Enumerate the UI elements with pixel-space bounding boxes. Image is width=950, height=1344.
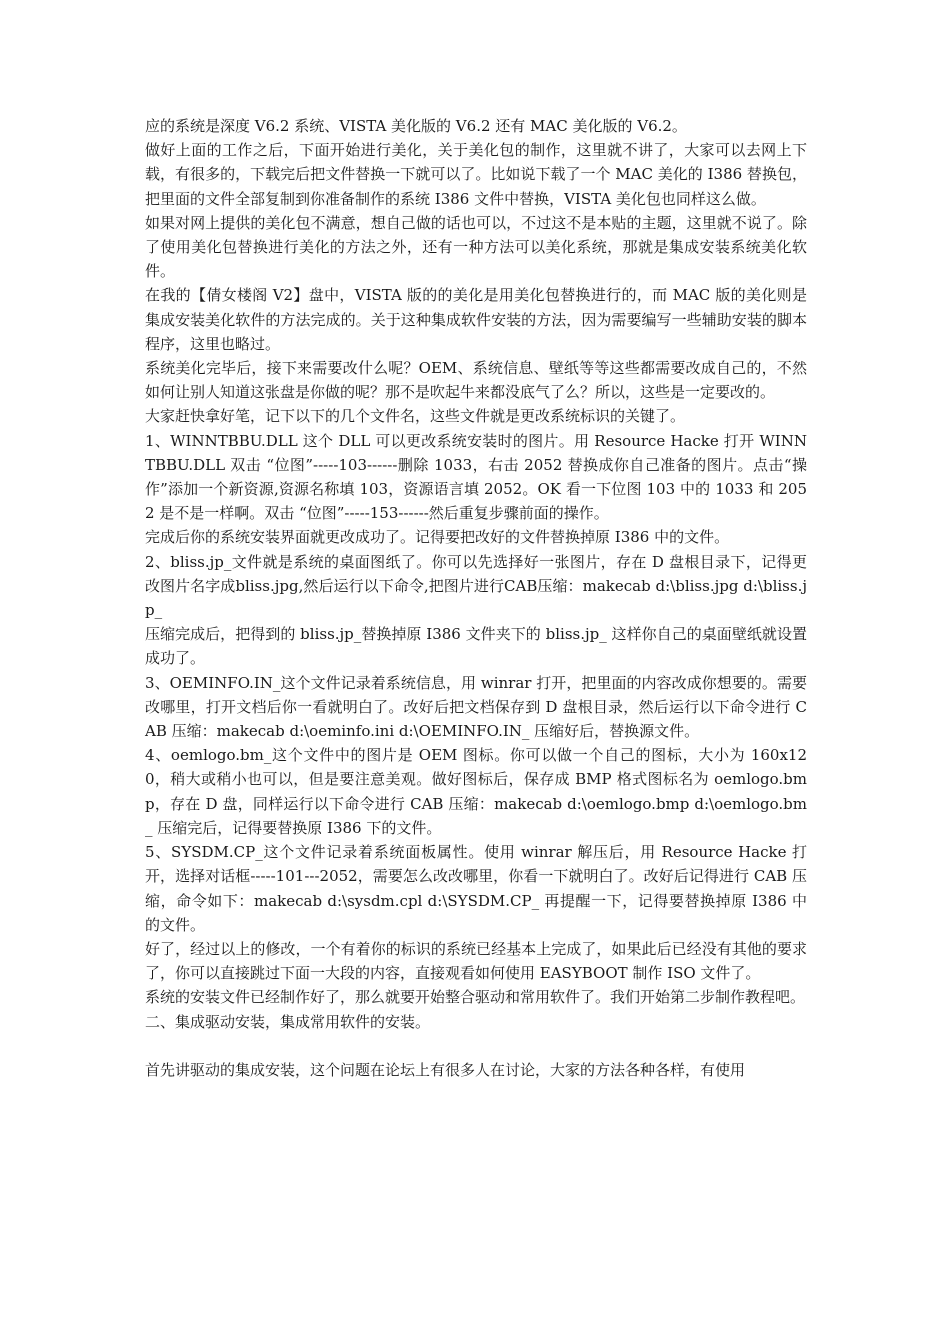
paragraph: 首先讲驱动的集成安装，这个问题在论坛上有很多人在讨论，大家的方法各种各样，有使用 — [145, 1060, 746, 1079]
paragraph: 好了，经过以上的修改，一个有着你的标识的系统已经基本上完成了，如果此后已经没有其他的要求了，你可以直接跳过下面一大段的内容，直接观看如何使用 EASYBOOT 制作 ISO 文件了。 — [145, 939, 807, 983]
paragraph: 4、oemlogo.bm_这个文件中的图片是 OEM 图标。你可以做一个自己的图标，大小为 160x120，稍大或稍小也可以，但是要注意美观。做好图标后，保存成 BMP 格式图标名为 oemlogo.bmp，存在 D 盘，同样运行以下命令进行 CAB 压缩：makecab d:\oemlogo.bmp d:\oemlogo.bm_ 压缩完后，记得要替换原 I386 下的文件。 — [145, 746, 807, 837]
paragraph: 1、WINNTBBU.DLL 这个 DLL 可以更改系统安装时的图片。用 Resource Hacke 打开 WINNTBBU.DLL 双击 “位图”-----103------删除 1033，右击 2052 替换成你自己准备的图片。点击“操作”添加一个新资源,资源名称填 103，资源语言填 2052。OK 看一下位图 103 中的 1033 和 2052 是不是一样啊。双击 “位图”-----153------然后重复步骤前面的操作。 — [145, 431, 807, 523]
paragraph: 系统美化完毕后，接下来需要改什么呢？OEM、系统信息、壁纸等等这些都需要改成自己的，不然如何让别人知道这张盘是你做的呢？那不是吹起牛来都没底气了么？所以，这些是一定要改的。 — [145, 359, 807, 402]
paragraph: 5、SYSDM.CP_这个文件记录着系统面板属性。使用 winrar 解压后，用 Resource Hacke 打开，选择对话框-----101---2052，需要怎么改改哪里，你看一下就明白了。改好后记得进行 CAB 压缩，命令如下：makecab d:\sysdm.cpl d:\SYSDM.CP_ 再提醒一下，记得要替换掉原 I386 中的文件。 — [145, 843, 807, 934]
paragraph: 如果对网上提供的美化包不满意，想自己做的话也可以，不过这不是本贴的主题，这里就不说了。除了使用美化包替换进行美化的方法之外，还有一种方法可以美化系统，那就是集成安装系统美化软件。 — [145, 213, 807, 281]
paragraph: 系统的安装文件已经制作好了，那么就要开始整合驱动和常用软件了。我们开始第二步制作教程吧。 — [145, 988, 806, 1007]
section-heading: 二、集成驱动安装，集成常用软件的安装。 — [145, 1012, 431, 1031]
paragraph: 应的系统是深度 V6.2 系统、VISTA 美化版的 V6.2 还有 MAC 美化版的 V6.2。 — [145, 117, 687, 135]
paragraph: 在我的【倩女楼阁 V2】盘中，VISTA 版的的美化是用美化包替换进行的，而 MAC 版的美化则是集成安装美化软件的方法完成的。关于这种集成软件安装的方法，因为需要编写一些辅助安装的脚本程序，这里也略过。 — [145, 286, 807, 353]
paragraph: 做好上面的工作之后，下面开始进行美化，关于美化包的制作，这里就不讲了，大家可以去网上下载，有很多的，下载完后把文件替换一下就可以了。比如说下载了一个 MAC 美化的 I386 替换包，把里面的文件全部复制到你准备制作的系统 I386 文件中替换，VISTA 美化包也同样这么做。 — [145, 141, 807, 208]
paragraph: 压缩完成后，把得到的 bliss.jp_替换掉原 I386 文件夹下的 bliss.jp_ 这样你自己的桌面壁纸就设置成功了。 — [145, 625, 807, 668]
document-page — [145, 114, 807, 1082]
paragraph: 3、OEMINFO.IN_这个文件记录着系统信息，用 winrar 打开，把里面的内容改成你想要的。需要改哪里，打开文档后你一看就明白了。改好后把文档保存到 D 盘根目录，然后运行以下命令进行 CAB 压缩：makecab d:\oeminfo.ini d:\OEMINFO.IN_ 压缩好后，替换源文件。 — [145, 673, 807, 741]
blank-line — [145, 1034, 807, 1058]
paragraph: 2、bliss.jp_文件就是系统的桌面图纸了。你可以先选择好一张图片，存在 D 盘根目录下，记得更改图片名字成bliss.jpg,然后运行以下命令,把图片进行CAB压缩：makecab d:\bliss.jpg d:\bliss.jp_ — [145, 552, 807, 620]
paragraph: 完成后你的系统安装界面就更改成功了。记得要把改好的文件替换掉原 I386 中的文件。 — [145, 528, 730, 547]
paragraph: 大家赶快拿好笔，记下以下的几个文件名，这些文件就是更改系统标识的关键了。 — [145, 407, 686, 426]
